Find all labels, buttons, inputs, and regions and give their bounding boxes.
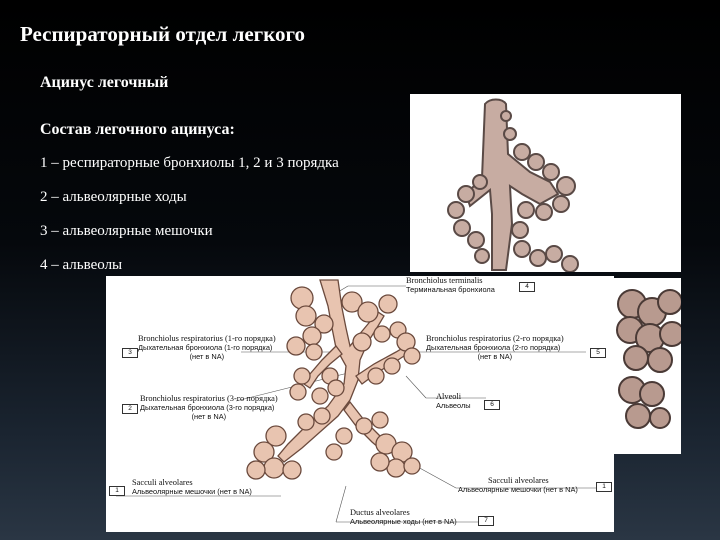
number-box-1-right: 1 bbox=[596, 482, 612, 492]
alveolar-sac-photo-drawing bbox=[612, 278, 681, 454]
label-resp3-russian: Дыхательная бронхиола (3-го порядка) bbox=[140, 403, 275, 412]
label-alveoli-russian: Альвеолы bbox=[436, 401, 471, 410]
slide-title: Респираторный отдел легкого bbox=[20, 22, 306, 46]
list-heading: Состав легочного ацинуса: bbox=[40, 121, 235, 138]
label-sacculi-right bbox=[458, 476, 578, 494]
label-ductus-latin: Ductus alveolares bbox=[350, 508, 410, 517]
list-item-4: 4 – альвеолы bbox=[40, 257, 123, 273]
label-resp3-latin: Bronchiolus respiratorius (3-го порядка) bbox=[140, 394, 278, 403]
label-ductus bbox=[350, 508, 457, 526]
label-terminal-latin: Bronchiolus terminalis bbox=[406, 276, 483, 285]
label-sacculi-right-russian: Альвеолярные мешочки (нет в NA) bbox=[458, 485, 578, 494]
acinus-photo-image bbox=[410, 94, 681, 272]
label-terminal-russian: Терминальная бронхиола bbox=[406, 285, 495, 294]
label-respiratory-1 bbox=[138, 334, 276, 361]
label-sacculi-right-latin: Sacculi alveolares bbox=[488, 476, 549, 485]
alveolar-sac-photo-image bbox=[612, 278, 681, 454]
label-resp1-russian: Дыхательная бронхиола (1-го порядка) bbox=[138, 343, 273, 352]
label-respiratory-2 bbox=[426, 334, 564, 361]
label-resp2-note: (нет в NA) bbox=[477, 352, 513, 361]
acinus-photo-drawing bbox=[410, 94, 681, 272]
number-box-7: 7 bbox=[478, 516, 494, 526]
label-sacculi-left-latin: Sacculi alveolares bbox=[132, 478, 193, 487]
number-box-6: 6 bbox=[484, 400, 500, 410]
label-alveoli bbox=[436, 392, 471, 410]
acinus-diagram bbox=[106, 276, 614, 532]
label-sacculi-left-russian: Альвеолярные мешочки (нет в NA) bbox=[132, 487, 252, 496]
list-item-1: 1 – респираторные бронхиолы 1, 2 и 3 порядка bbox=[40, 155, 339, 171]
label-ductus-russian: Альвеолярные ходы (нет в NA) bbox=[350, 517, 457, 526]
number-box-3: 3 bbox=[122, 348, 138, 358]
label-resp3-note: (нет в NA) bbox=[191, 412, 227, 421]
number-box-4: 4 bbox=[519, 282, 535, 292]
label-respiratory-3 bbox=[140, 394, 278, 421]
label-resp2-russian: Дыхательная бронхиола (2-го порядка) bbox=[426, 343, 561, 352]
subtitle: Ацинус легочный bbox=[40, 74, 169, 91]
number-box-5: 5 bbox=[590, 348, 606, 358]
label-terminal-bronchiole bbox=[406, 276, 495, 294]
label-resp1-note: (нет в NA) bbox=[189, 352, 225, 361]
label-alveoli-latin: Alveoli bbox=[436, 392, 462, 401]
number-box-2: 2 bbox=[122, 404, 138, 414]
list-item-3: 3 – альвеолярные мешочки bbox=[40, 223, 213, 239]
label-resp1-latin: Bronchiolus respiratorius (1-го порядка) bbox=[138, 334, 276, 343]
label-sacculi-left bbox=[132, 478, 252, 496]
label-resp2-latin: Bronchiolus respiratorius (2-го порядка) bbox=[426, 334, 564, 343]
list-item-2: 2 – альвеолярные ходы bbox=[40, 189, 187, 205]
number-box-1-left: 1 bbox=[109, 486, 125, 496]
